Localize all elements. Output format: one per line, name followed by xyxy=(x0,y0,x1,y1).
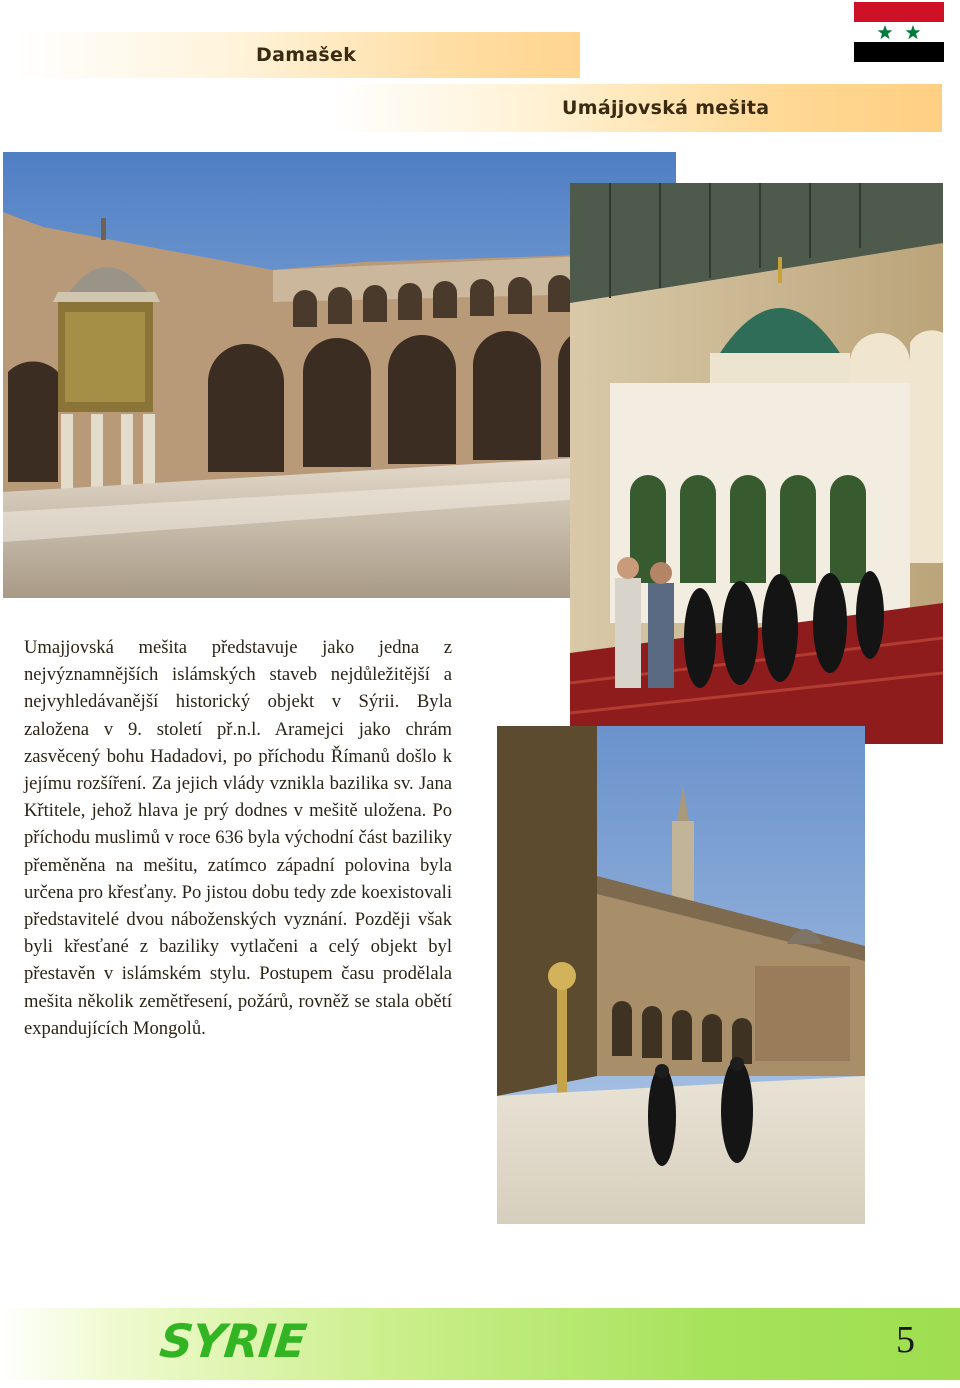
body-paragraph: Umajjovská mešita představuje jako jedna z nejvýznamnějších islámských staveb nejdůležitější a nejvyhledávanější historický objekt v Sýrii. Byla založena v 9. století př.n.l. Aramejci jako chrám zasvěcený bohu Hadadovi, po příchodu Římanů došlo k jejímu rozšíření. Za jejich vlády vznikla bazilika sv. Jana Křtitele, jehož hlava je prý dodnes v mešitě uložena. Po příchodu muslimů v roce 636 byla východní část baziliky přeměněna na mešitu, zatímco západní polovina byla určena pro křesťany. Po jistou dobu tedy zde koexistovali představitelé dvou náboženských vyznání. Později však byli křesťané z baziliky vytlačeni a celý objekt byl přestavěn v islámském stylu. Postupem času prodělala mešita několik zemětřesení, požárů, rovněž se stala obětí expandujících Mongolů. xyxy=(24,637,452,1039)
page-number: 5 xyxy=(896,1319,915,1361)
footer-logo: SYRIE xyxy=(157,1314,309,1368)
header-topic-band xyxy=(330,84,942,132)
header-city-band xyxy=(14,32,580,78)
photo-minaret xyxy=(497,726,865,1224)
syria-flag-icon xyxy=(854,2,944,62)
photo-shrine xyxy=(570,183,943,744)
header-city-title: Damašek xyxy=(256,44,357,66)
header-topic-title: Umájjovská mešita xyxy=(562,97,770,119)
footer-band xyxy=(0,1308,960,1380)
